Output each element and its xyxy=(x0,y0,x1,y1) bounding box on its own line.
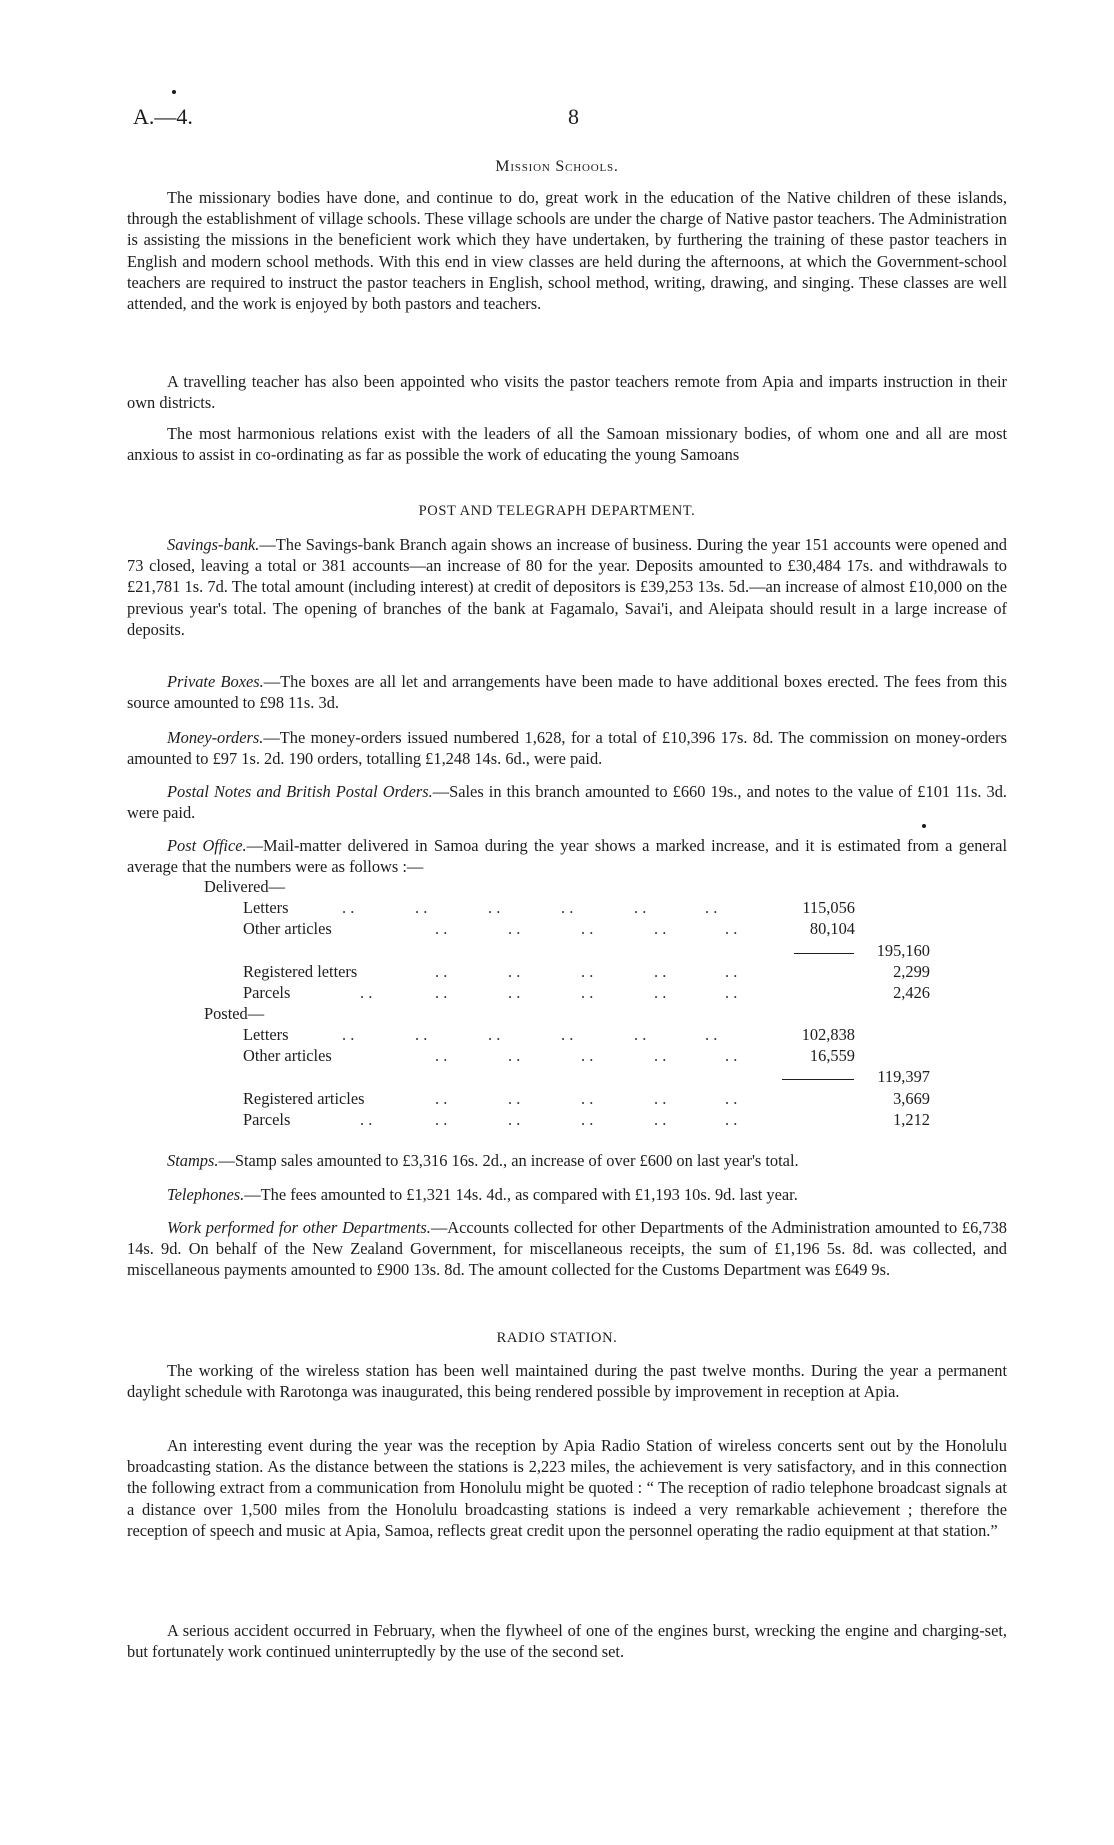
paragraph-text: —Accounts collected for other Departments of the Administration amounted to £6,738 14s. 9d. On behalf of the New Zealand Government, for miscellaneous receipts, the sum of £1,196 5s. 8d. was collected, and miscellaneous payments amounted to £900 13s. 8d. The amount collected for the Customs Department was £649 9s. xyxy=(127,1218,1007,1280)
paragraph-text: The working of the wireless station has been well maintained during the past twelve months. During the year a permanent daylight schedule with Rarotonga was inaugurated, this being rendered possible by improvement in reception at Apia. xyxy=(127,1361,1007,1402)
paragraph-lead: Private Boxes. xyxy=(167,672,264,691)
row-value: 115,056 xyxy=(802,898,855,917)
paragraph-text: The missionary bodies have done, and continue to do, great work in the education of the Native children of these islands, through the establishment of village schools. These village schools are under the charge of Native pastor teachers. The Administration is assisting the missions in the beneficient work which they have undertaken, by furthering the training of these pastor teachers in English and modern school methods. With this end in view classes are held during the afternoons, at which the Government-school teachers are required to instruct the pastor teachers in English, school method, writing, drawing, and singing. These classes are well attended, and the work is enjoyed by both pastors and teachers. xyxy=(127,188,1007,314)
radio-paragraph-1 xyxy=(127,1360,1007,1402)
paragraph-text: —The boxes are all let and arrangements have been made to have additional boxes erected. The fees from this source amounted to £98 11s. 3d. xyxy=(127,672,1008,713)
paragraph-text: —The money-orders issued numbered 1,628, for a total of £10,396 17s. 8d. The commission on money-orders amounted to £97 1s. 2d. 190 orders, totalling £1,248 14s. 6d., were paid. xyxy=(127,728,1007,769)
row-label: Registered letters xyxy=(243,962,358,981)
paragraph-lead: Money-orders. xyxy=(167,728,264,747)
private-boxes-paragraph xyxy=(127,671,1007,713)
paragraph-text: A serious accident occurred in February, when the flywheel of one of the engines burst, wrecking the engine and charging-set, but fortunately work continued uninterruptedly by the use of the second set. xyxy=(127,1621,1007,1662)
paragraph-text: A travelling teacher has also been appointed who visits the pastor teachers remote from Apia and imparts instruction in their own districts. xyxy=(127,372,1007,413)
table-group-label: Posted— xyxy=(204,1004,265,1023)
ink-speck xyxy=(922,824,926,828)
table-row: Other articles . . . . . . . . . . 16,559 xyxy=(243,1046,855,1065)
paragraph-text: —Stamp sales amounted to £3,316 16s. 2d., an increase of over £600 on last year's total. xyxy=(218,1151,799,1170)
savings-bank-paragraph xyxy=(127,534,1007,640)
ink-speck xyxy=(172,90,176,94)
row-value: 3,669 xyxy=(893,1089,930,1108)
section-heading-mission-schools: Mission Schools. xyxy=(495,158,619,175)
mission-paragraph-2 xyxy=(127,371,1007,413)
paragraph-lead: Work performed for other Departments. xyxy=(167,1218,431,1237)
row-label: Letters xyxy=(243,898,289,917)
money-orders-paragraph xyxy=(127,727,1007,769)
row-value: 2,426 xyxy=(893,983,930,1002)
document-reference: A.—4. xyxy=(133,104,193,129)
table-group-label: Delivered— xyxy=(204,877,286,896)
paragraph-text: —Sales in this branch amounted to £660 19s., and notes to the value of £101 11s. 3d. were paid. xyxy=(127,782,1008,823)
row-label: Other articles xyxy=(243,919,332,938)
table-row: Other articles . . . . . . . . . . 80,104 xyxy=(243,919,855,938)
post-office-paragraph xyxy=(127,835,1007,877)
paragraph-lead: Stamps. xyxy=(167,1151,219,1170)
row-total: 195,160 xyxy=(876,941,930,960)
paragraph-lead: Postal Notes and British Postal Orders. xyxy=(167,782,433,801)
work-departments-paragraph xyxy=(127,1217,1007,1281)
row-label: Other articles xyxy=(243,1046,332,1065)
section-heading-radio-station: RADIO STATION. xyxy=(496,1330,618,1346)
table-row: Letters . . . . . . . . . . . . 115,056 xyxy=(243,898,855,917)
stamps-paragraph xyxy=(127,1150,1007,1171)
paragraph-lead: Savings-bank. xyxy=(167,535,260,554)
row-label: Registered articles xyxy=(243,1089,365,1108)
row-label: Parcels xyxy=(243,983,291,1002)
table-row: Registered articles . . . . . . . . . . 3,669 xyxy=(243,1089,930,1108)
row-value: 102,838 xyxy=(801,1025,855,1044)
row-value: 16,559 xyxy=(809,1046,855,1065)
paragraph-text: —Mail-matter delivered in Samoa during the year shows a marked increase, and it is estimated from a general average that the numbers were as follows :— xyxy=(127,836,1007,877)
radio-paragraph-2 xyxy=(127,1435,1007,1541)
paragraph-lead: Post Office. xyxy=(167,836,247,855)
row-value: 2,299 xyxy=(893,962,930,981)
row-total: 119,397 xyxy=(877,1067,930,1086)
table-row xyxy=(0,1066,1114,1087)
paragraph-text: —The fees amounted to £1,321 14s. 4d., as compared with £1,193 10s. 9d. last year. xyxy=(244,1185,798,1204)
row-label: Parcels xyxy=(243,1110,291,1129)
table-row: Parcels . . . . . . . . . . . . 1,212 xyxy=(243,1110,930,1129)
mission-paragraph-3 xyxy=(127,423,1007,465)
table-row: Letters . . . . . . . . . . . . 102,838 xyxy=(243,1025,855,1044)
telephones-paragraph xyxy=(127,1184,1007,1205)
radio-paragraph-3 xyxy=(127,1620,1007,1662)
paragraph-text: —The Savings-bank Branch again shows an increase of business. During the year 151 accounts were opened and 73 closed, leaving a total or 381 accounts—an increase of 80 for the year. Deposits amounted to £30,484 17s. and withdrawals to £21,781 1s. 7d. The total amount (including interest) at credit of depositors is £39,253 13s. 5d.—an increase of almost £10,000 on the previous year's total. The opening of branches of the bank at Fagamalo, Savai'i, and Aleipata should result in a large increase of deposits. xyxy=(127,535,1007,639)
page-number: 8 xyxy=(568,104,579,129)
paragraph-text: An interesting event during the year was the reception by Apia Radio Station of wireless concerts sent out by the Honolulu broadcasting station. As the distance between the stations is 2,223 miles, the achievement is very satisfactory, and in this connection the following extract from a communication from Honolulu might be quoted : “ The reception of radio telephone broadcast signals at a distance over 1,500 miles from the Honolulu broadcasting stations is indeed a very remarkable achievement ; therefore the reception of speech and music at Apia, Samoa, reflects great credit upon the personnel operating the radio equipment at that station.” xyxy=(127,1436,1007,1540)
paragraph-lead: Telephones. xyxy=(167,1185,245,1204)
table-row: Registered letters . . . . . . . . . . 2,299 xyxy=(243,962,930,981)
table-row: Parcels . . . . . . . . . . . . 2,426 xyxy=(243,983,930,1002)
table-row xyxy=(0,940,1114,961)
paragraph-text: The most harmonious relations exist with the leaders of all the Samoan missionary bodies, of whom one and all are most anxious to assist in co-ordinating as far as possible the work of educating the young Samoans xyxy=(127,424,1007,465)
mission-paragraph-1 xyxy=(127,187,1007,314)
postal-notes-paragraph xyxy=(127,781,1007,823)
row-value: 1,212 xyxy=(893,1110,930,1129)
section-heading-post-telegraph: POST AND TELEGRAPH DEPARTMENT. xyxy=(418,503,696,519)
row-label: Letters xyxy=(243,1025,289,1044)
row-value: 80,104 xyxy=(809,919,855,938)
